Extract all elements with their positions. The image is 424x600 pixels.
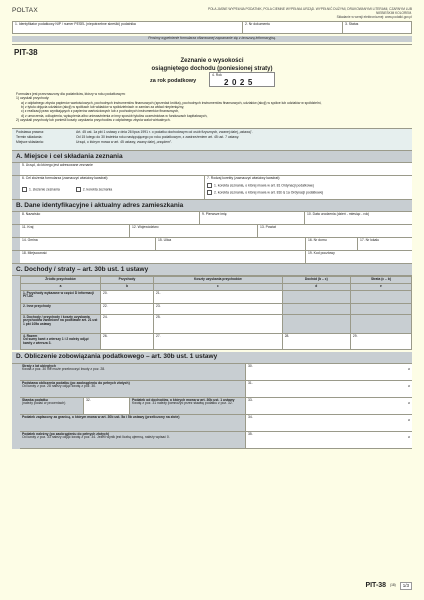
row-label: 4. Razem Od sumy kwot z wierszy 1 i 2 należy odjąć kwoty z wiersza 3. — [21, 333, 101, 349]
col-letter: b — [101, 283, 154, 290]
currency-label: zł — [407, 418, 410, 423]
identifier-row — [12, 21, 412, 34]
purpose-label: 6. Cel złożenia formularza (zaznaczyć właściwy kwadrat): — [22, 176, 109, 180]
field-number: 21. — [156, 290, 161, 295]
tax-rate-label: Stawka podatku — [22, 397, 48, 402]
correction-checkbox[interactable] — [76, 187, 81, 192]
field-number: 32. — [86, 397, 91, 402]
field-28[interactable] — [282, 333, 350, 349]
city-field[interactable]: 18. Miejscowość — [20, 251, 306, 263]
field-number: 25. — [156, 314, 161, 319]
field-30[interactable] — [246, 364, 412, 380]
col-letter: c — [154, 283, 283, 290]
title-line-1: Zeznanie o wysokości — [180, 58, 244, 64]
tax-base-label: Podstawa obliczenia podatku (po zaokrągleniu do pełnych złotych) — [22, 380, 130, 385]
foreign-tax-label: Podatek zapłacony za granicą, o którym mowa w art. 30b ust. 5a i 5b ustawy (przeliczony na złote) — [22, 414, 180, 419]
purpose-line: a) z odpłatnego zbycia papierów wartościowych, pochodnych instrumentów finansowych (sprzedaż krótka), pochodnych instrumentów finansowych, udziałów (akcji) w spółce lub udziałów w spółdzielni, — [21, 100, 322, 105]
field-34[interactable] — [246, 415, 412, 431]
header — [12, 7, 412, 21]
birth-date-field[interactable]: 10. Data urodzenia (dzień - miesiąc - rok) — [305, 212, 412, 224]
col-revenue: Przychody — [101, 277, 154, 284]
instruction-bar: Prosimy wypełnienie formularza ofiarowanej zapoznanie się z broszurą informacyjną. — [12, 36, 412, 42]
purpose-line: b) z tytułu objęcia udziałów (akcji) w spółkach lub wkładów w spółdzielniach w zamian za wkład niepieniężny, — [21, 105, 185, 110]
col-letter: e — [350, 283, 411, 290]
info-key: Termin składania: — [16, 135, 43, 140]
losses-hint: Kwota z poz. 30 nie może przekroczyć kwoty z poz. 28. — [22, 367, 106, 372]
tax-due-hint: Od kwoty z poz. 33 należy odjąć kwotę z poz. 34. Jeżeli wynik jest liczbą ujemną, należy wpisać 0. — [22, 435, 170, 440]
field-22[interactable] — [101, 303, 154, 314]
correction-81b-label: 2. korekta zeznania, o której mowa w art. 81b § 1a Ordynacji podatkowej — [214, 190, 324, 195]
field-21[interactable] — [154, 290, 283, 303]
tax-year-number: 4. Rok — [212, 73, 222, 77]
apartment-number-field[interactable]: 17. Nr lokalu — [358, 238, 412, 250]
status-field[interactable]: 3. Status — [345, 22, 359, 26]
col-costs: Koszty uzyskania przychodów — [154, 277, 283, 284]
table-row — [21, 303, 412, 314]
field-24[interactable] — [101, 314, 154, 333]
correction-81-checkbox[interactable] — [207, 183, 212, 188]
field-26[interactable] — [101, 333, 154, 349]
footer-form-code: PIT-38 — [365, 581, 387, 589]
tax-year-value: 2025 — [224, 78, 256, 87]
first-name-field[interactable]: 9. Pierwsze imię — [200, 212, 305, 224]
tax-amount-label: Podatek od dochodów, o których mowa w art. 30b ust. 1 ustawy — [132, 397, 235, 402]
col-income: Dochód (b – c) — [282, 277, 350, 284]
correction-81b-checkbox[interactable] — [207, 190, 212, 195]
field-number: 23. — [156, 303, 161, 308]
voivodeship-field[interactable]: 12. Województwo — [130, 225, 258, 237]
field-number: 34. — [248, 414, 253, 419]
purpose-field — [20, 176, 205, 199]
street-field[interactable]: 15. Ulica — [156, 238, 306, 250]
field-number: 31. — [248, 380, 253, 385]
section-c-heading: C. Dochody / straty – art. 30b ust. 1 ustawy — [12, 264, 412, 276]
brand-label: POLTAX — [12, 7, 38, 14]
correction-type-label: 7. Rodzaj korekty (zaznaczyć właściwy kwadrat): — [207, 176, 281, 180]
field-25[interactable] — [154, 314, 283, 333]
field-35[interactable] — [246, 432, 412, 448]
field-number: 22. — [103, 303, 108, 308]
info-value: Art. 45 ust. 1a pkt 1 ustawy z dnia 26 lipca 1991 r. o podatku dochodowym od osób fizycznych, zwanej dalej „ustawą”. — [76, 130, 253, 134]
field-number: 20. — [103, 290, 108, 295]
field-32[interactable] — [84, 398, 130, 414]
field-20[interactable] — [101, 290, 154, 303]
field-number: 35. — [248, 431, 253, 436]
form-purpose — [16, 92, 408, 123]
correction-option-label: 2. korekta zeznania — [82, 187, 113, 192]
field-27[interactable] — [154, 333, 283, 349]
page-number: 1/3 — [400, 582, 412, 589]
title-line-2: osiągniętego dochodu (poniesionej straty) — [151, 65, 273, 72]
col-source: Źródło przychodów — [21, 277, 101, 284]
form-version: (18) — [390, 583, 396, 588]
table-row — [21, 314, 412, 333]
row-label: 3. Dochody / przychody i koszty uzyskania przychodów zwolnione na podstawie art. 21 ust 1 pkt 105a ustawy — [21, 314, 101, 333]
section-a-heading: A. Miejsce i cel składania zeznania — [12, 151, 412, 163]
info-key: Miejsce składania: — [16, 140, 44, 145]
currency-label: zł — [407, 435, 410, 440]
postal-code-field[interactable]: 19. Kod pocztowy — [306, 251, 412, 263]
purpose-line: c) z realizacji praw wynikających z papierów wartościowych lub z pochodnych instrumentów finansowych, — [21, 109, 180, 114]
purpose-line: d) z umorzenia, odkupienia, wykupienia albo unieważnienia w inny sposób tytułów uczestnictwa w funduszach kapitałowych, — [21, 113, 208, 118]
field-number: 26. — [103, 333, 108, 338]
filing-option-label: 1. złożenie zeznania — [29, 187, 60, 192]
table-row — [21, 333, 412, 349]
col-letter: a — [21, 283, 101, 290]
correction-81-label: 1. korekta zeznania, o której mowa w art. 81 Ordynacji podatkowej — [214, 183, 314, 188]
field-29[interactable] — [350, 333, 411, 349]
country-field[interactable]: 11. Kraj — [20, 225, 130, 237]
house-number-field[interactable]: 16. Nr domu — [306, 238, 358, 250]
field-33[interactable] — [246, 398, 412, 414]
purpose-line: 2) uzyskali przychody lub ponieśli koszty uzyskania przychodów z odpłatnego zbycia walut wirtualnych. — [16, 118, 171, 123]
commune-field[interactable]: 14. Gmina — [20, 238, 156, 250]
info-value: Od 15 lutego do 30 kwietnia roku następującego po roku podatkowym, z zastrzeżeniem art. 45 ust. 7 ustawy. — [76, 135, 240, 140]
table-header-row — [21, 277, 412, 284]
section-b-heading: B. Dane identyfikacyjne i aktualny adres zamieszkania — [12, 200, 412, 212]
footer — [12, 582, 412, 590]
tax-due-label: Podatek należny (po zaokrągleniu do pełnych złotych) — [22, 431, 110, 436]
fill-instructions: POLA JASNE WYPEŁNIA PODATNIK, POLA CIEMNE WYPEŁNIA URZĄD. WYPEŁNIĆ DUŻYMI, DRUKOWANYMI LITERAMI, CZARNYM LUB NIEBIESKIM KOLOREM. — [207, 7, 412, 16]
field-number: 28. — [284, 333, 290, 338]
nip-pesel-field[interactable]: 1. Identyfikator podatkowy NIP / numer PESEL (niepotrzebne skreślić) podatnika — [13, 22, 243, 33]
field-number: 24. — [103, 314, 108, 319]
col-loss: Strata (c – b) — [350, 277, 411, 284]
tax-base-hint: Od kwoty z poz. 28 należy odjąć kwotę z poz. 30. — [22, 384, 97, 389]
info-key: Podstawa prawna: — [16, 130, 44, 134]
field-number: 30. — [248, 363, 253, 368]
table-row — [21, 290, 412, 303]
tax-year-field[interactable] — [209, 72, 275, 87]
currency-label: zł — [407, 401, 410, 406]
currency-label: zł — [407, 384, 410, 389]
row-label: 1. Przychody wykazane w części D informacji PIT-8C — [21, 290, 101, 303]
legal-info — [12, 128, 412, 151]
tax-rate-hint: (należy podać w procentach) — [22, 401, 66, 406]
form-code: PIT-38 — [14, 48, 38, 57]
purpose-line: 1) uzyskali przychody: — [16, 96, 50, 101]
tax-year-label: za rok podatkowy — [150, 78, 197, 84]
district-field[interactable]: 13. Powiat — [258, 225, 412, 237]
field-number: 29. — [352, 333, 358, 338]
field-number: 27. — [156, 333, 161, 338]
surname-field[interactable]: 8. Nazwisko — [20, 212, 200, 224]
income-table — [20, 276, 412, 350]
title-block — [12, 44, 412, 128]
row-label: 2. Inne przychody — [21, 303, 101, 314]
correction-type-field — [205, 176, 412, 199]
field-23[interactable] — [154, 303, 283, 314]
filing-checkbox[interactable] — [22, 187, 27, 192]
purpose-line: Formularz jest przeznaczony dla podatników, którzy w roku podatkowym: — [16, 92, 126, 96]
section-d-heading: D. Obliczenie zobowiązania podatkowego – art. 30b ust. 1 ustawy — [12, 352, 412, 364]
tax-amount-hint: Kwotę z poz. 31 należy pomnożyć przez stawkę podatku z poz. 32. — [132, 401, 233, 406]
tax-office-field[interactable]: 5. Urząd, do którego jest adresowane zeznanie — [20, 163, 412, 175]
document-number-field[interactable]: 2. Nr dokumentu — [243, 22, 343, 33]
col-letter: d — [282, 283, 350, 290]
currency-label: zł — [407, 367, 410, 372]
field-number: 33. — [248, 397, 253, 402]
losses-label: Straty z lat ubiegłych — [22, 363, 56, 368]
efile-note: Składanie w wersji elektronicznej: www.podatki.gov.pl — [336, 15, 412, 20]
field-31[interactable] — [246, 381, 412, 397]
info-value: Urząd, o którym mowa w art. 45 ustawy, zwany dalej „urzędem”. — [76, 140, 173, 145]
